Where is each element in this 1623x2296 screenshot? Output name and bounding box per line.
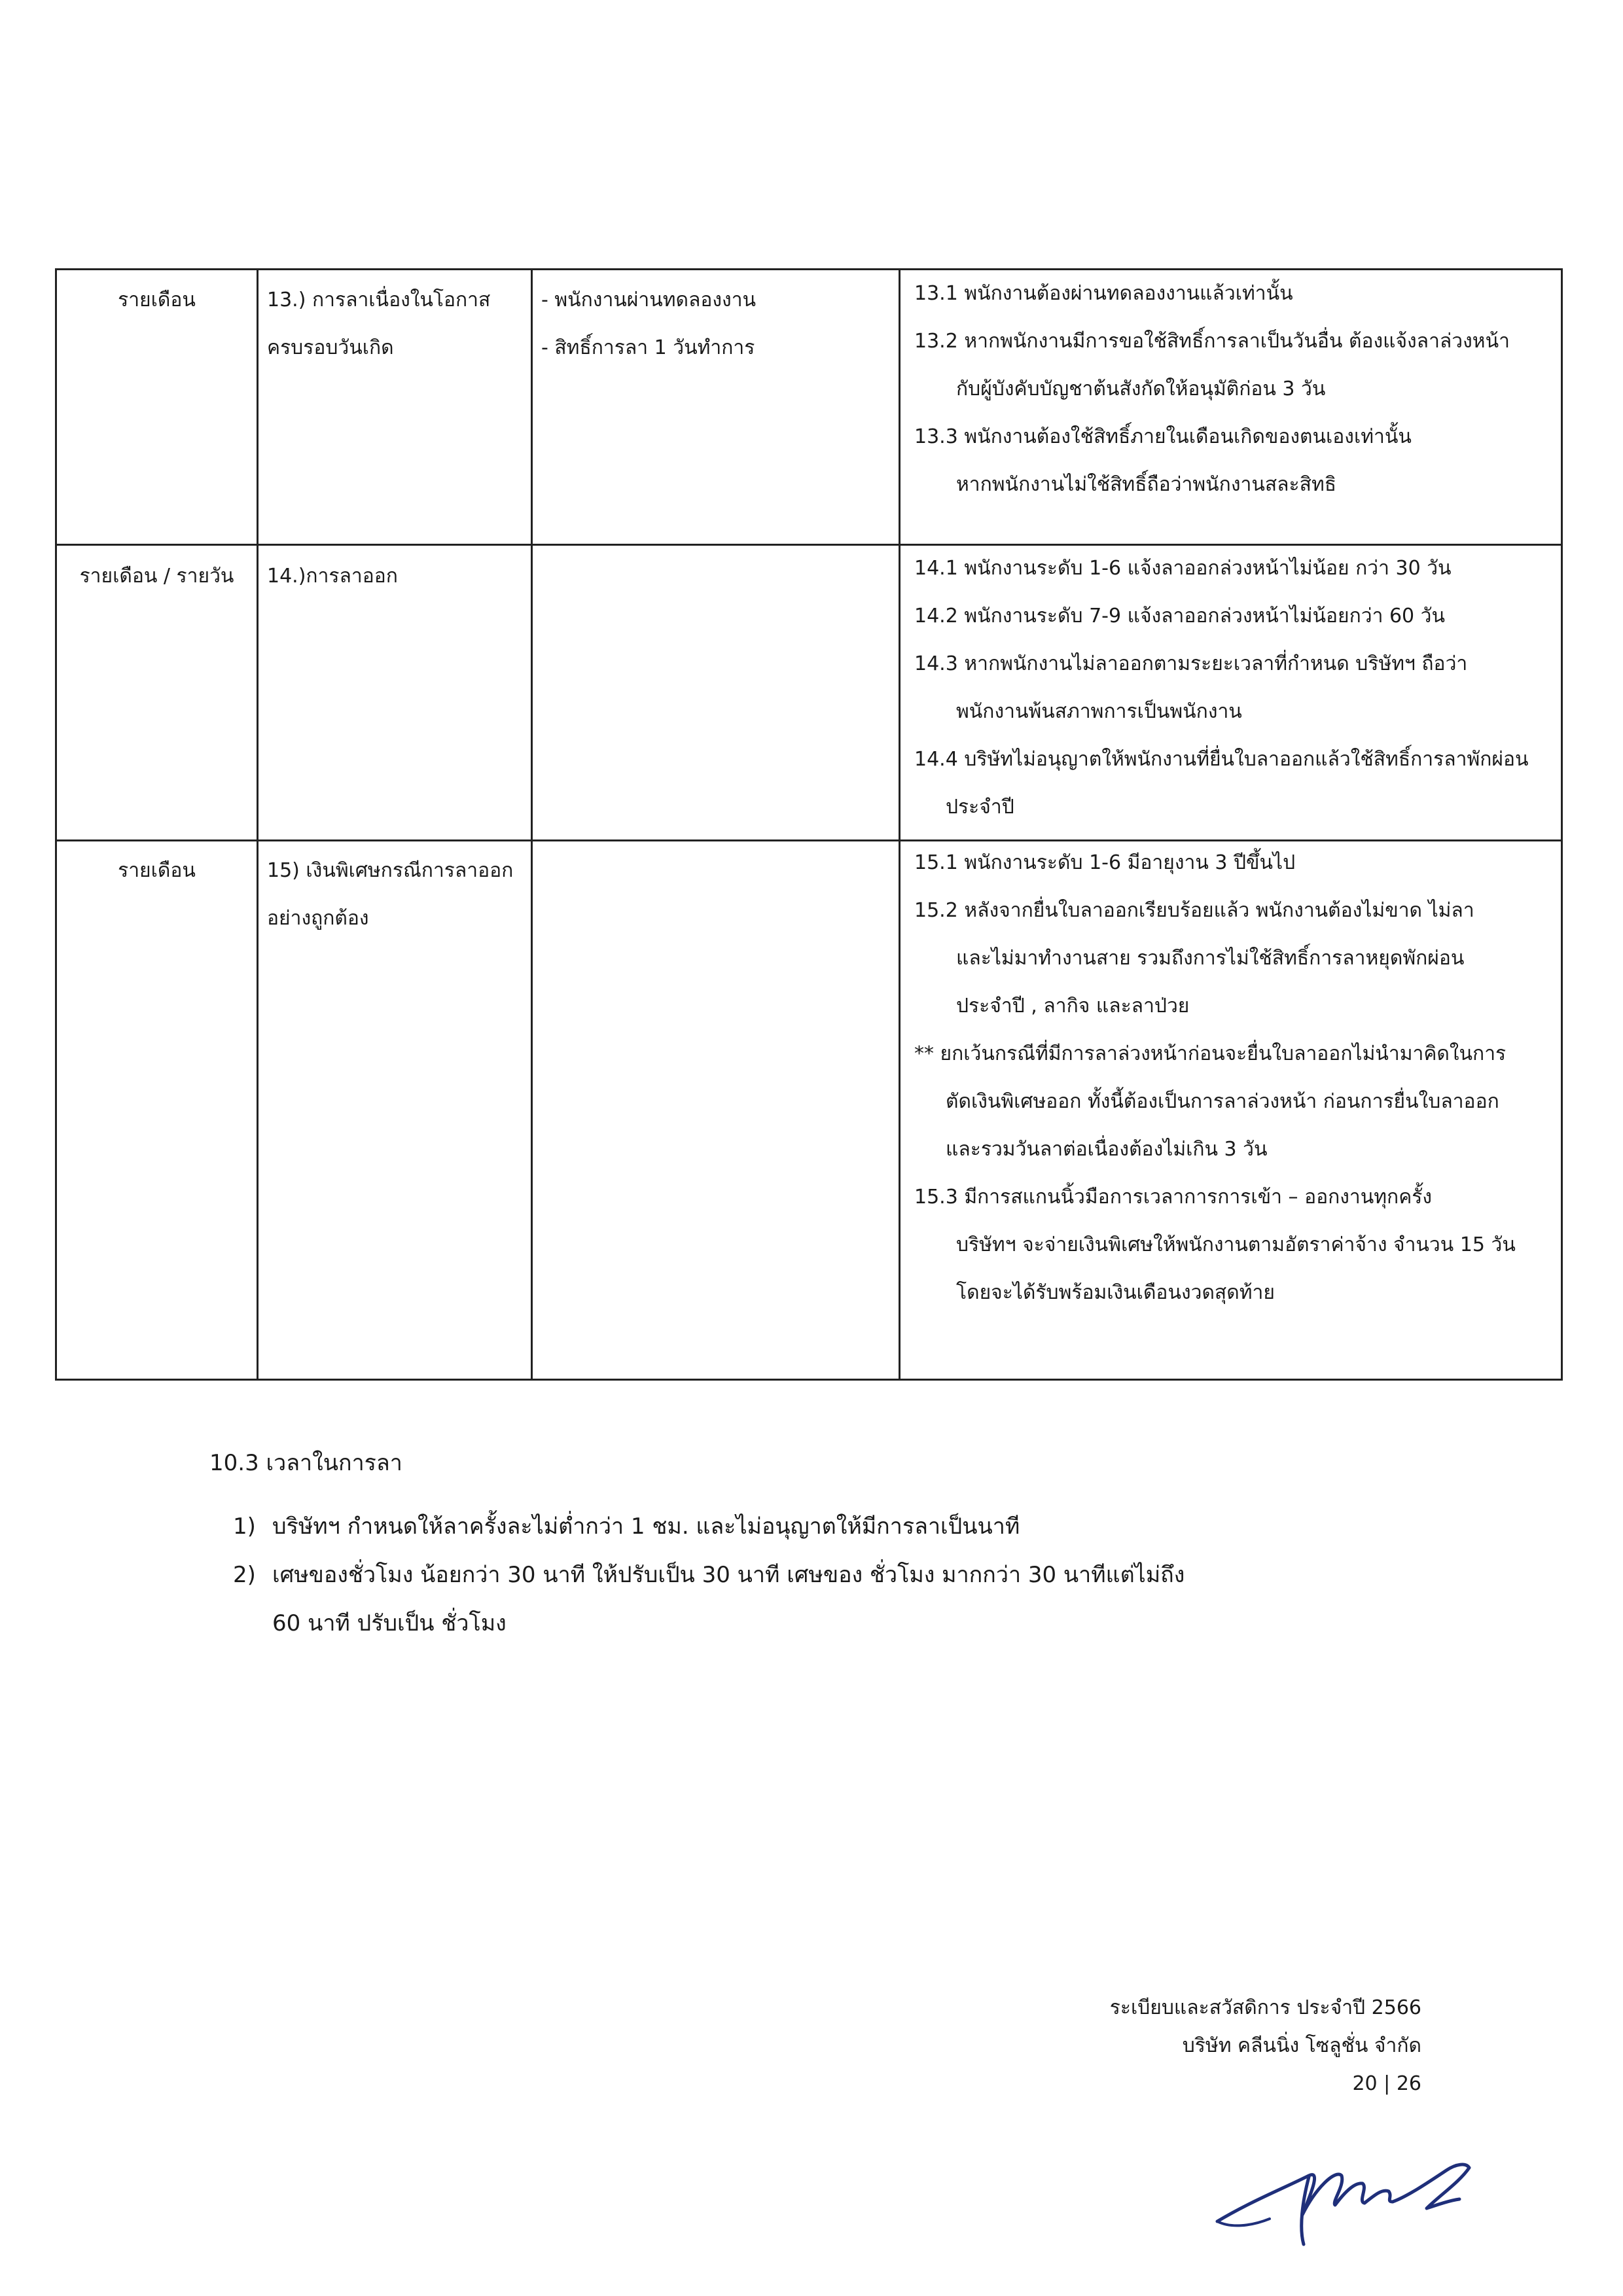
- condition-line: 15.2 หลังจากยื่นใบลาออกเรียบร้อยแล้ว พนักงานต้องไม่ขาด ไม่ลา: [914, 899, 1474, 922]
- condition-line: หากพนักงานไม่ใช้สิทธิ์ถือว่าพนักงานสละสิทธิ: [956, 473, 1337, 496]
- condition-line: ประจำปี , ลากิจ และลาป่วย: [956, 995, 1190, 1017]
- table-row: [57, 558, 257, 606]
- pay-type-cell: รายเดือน: [118, 859, 196, 882]
- condition-line: 13.3 พนักงานต้องใช้สิทธิ์ภายในเดือนเกิดของตนเองเท่านั้น: [914, 425, 1412, 448]
- rule-text: 60 นาที ปรับเป็น ชั่วโมง: [272, 1610, 507, 1636]
- condition-line: 15.3 มีการสแกนนิ้วมือการเวลาการการเข้า – ออกงานทุกครั้ง: [914, 1186, 1433, 1209]
- rule-text: เศษของชั่วโมง น้อยกว่า 30 นาที ให้ปรับเป็น 30 นาที เศษของ ชั่วโมง มากกว่า 30 นาทีแต่ไม่ถึง: [272, 1562, 1185, 1588]
- row-divider: [57, 544, 1561, 546]
- condition-line: 14.1 พนักงานระดับ 1-6 แจ้งลาออกล่วงหน้าไม่น้อย กว่า 30 วัน: [914, 557, 1452, 580]
- leave-policy-table: [55, 268, 1563, 1381]
- page-number: 20 | 26: [1352, 2072, 1421, 2095]
- conditions-cell: [914, 275, 1562, 514]
- conditions-cell: [914, 550, 1562, 837]
- condition-line: 13.1 พนักงานต้องผ่านทดลองงานแล้วเท่านั้น: [914, 282, 1293, 305]
- condition-line: ประจำปี: [946, 796, 1014, 819]
- condition-line: 14.2 พนักงานระดับ 7-9 แจ้งลาออกล่วงหน้าไม่น้อยกว่า 60 วัน: [914, 605, 1446, 627]
- condition-line: บริษัทฯ จะจ่ายเงินพิเศษให้พนักงานตามอัตราค่าจ้าง จำนวน 15 วัน: [956, 1233, 1516, 1256]
- column-divider: [899, 270, 901, 1379]
- signature-icon: [1211, 2136, 1486, 2254]
- column-divider: [257, 270, 259, 1379]
- condition-line: 15.1 พนักงานระดับ 1-6 มีอายุงาน 3 ปีขึ้นไป: [914, 851, 1296, 874]
- condition-line: โดยจะได้รับพร้อมเงินเดือนงวดสุดท้าย: [956, 1281, 1275, 1304]
- column-divider: [531, 270, 533, 1379]
- leave-type-cell: 15) เงินพิเศษกรณีการลาออก อย่างถูกต้อง: [267, 859, 514, 930]
- rule-item: [233, 1555, 1346, 1652]
- condition-line: ตัดเงินพิเศษออก ทั้งนี้ต้องเป็นการลาล่วงหน้า ก่อนการยื่นใบลาออก: [946, 1090, 1499, 1113]
- condition-line: ** ยกเว้นกรณีที่มีการลาล่วงหน้าก่อนจะยื่นใบลาออกไม่นำมาคิดในการ: [914, 1042, 1507, 1065]
- condition-line: 14.4 บริษัทไม่อนุญาตให้พนักงานที่ยื่นใบลาออกแล้วใช้สิทธิ์การลาพักผ่อน: [914, 748, 1529, 771]
- leave-type-cell: 13.) การลาเนื่องในโอกาส ครบรอบวันเกิด: [267, 289, 491, 359]
- leave-type-cell: 14.)การลาออก: [267, 565, 398, 588]
- conditions-cell: [914, 845, 1562, 1322]
- condition-line: และไม่มาทำงานสาย รวมถึงการไม่ใช้สิทธิ์การลาหยุดพักผ่อน: [956, 947, 1465, 970]
- section-heading: 10.3 เวลาในการลา: [209, 1450, 402, 1476]
- rule-number: 1): [233, 1513, 256, 1540]
- company-name: บริษัท คลีนนิ่ง โซลูชั่น จำกัด: [1182, 2034, 1421, 2057]
- condition-line: กับผู้บังคับบัญชาต้นสังกัดให้อนุมัติก่อน 3 วัน: [956, 378, 1326, 400]
- row-divider: [57, 839, 1561, 841]
- condition-line: และรวมวันลาต่อเนื่องต้องไม่เกิน 3 วัน: [946, 1138, 1268, 1161]
- pay-type-cell: รายเดือน / รายวัน: [79, 565, 234, 588]
- eligibility-cell: - พนักงานผ่านทดลองงาน - สิทธิ์การลา 1 วันทำการ: [541, 289, 757, 359]
- table-row: [57, 853, 257, 900]
- rule-item: [233, 1507, 1346, 1555]
- condition-line: พนักงานพ้นสภาพการเป็นพนักงาน: [956, 700, 1242, 723]
- page-footer: [1110, 1989, 1421, 2103]
- document-title: ระเบียบและสวัสดิการ ประจำปี 2566: [1109, 1996, 1421, 2019]
- pay-type-cell: รายเดือน: [118, 289, 196, 311]
- rule-list: [233, 1507, 1346, 1652]
- rule-text: บริษัทฯ กำหนดให้ลาครั้งละไม่ต่ำกว่า 1 ชม. และไม่อนุญาตให้มีการลาเป็นนาที: [272, 1513, 1020, 1540]
- rule-number: 2): [233, 1562, 256, 1588]
- table-row: [57, 282, 257, 330]
- condition-line: 14.3 หากพนักงานไม่ลาออกตามระยะเวลาที่กำหนด บริษัทฯ ถือว่า: [914, 652, 1468, 675]
- condition-line: 13.2 หากพนักงานมีการขอใช้สิทธิ์การลาเป็นวันอื่น ต้องแจ้งลาล่วงหน้า: [914, 330, 1510, 353]
